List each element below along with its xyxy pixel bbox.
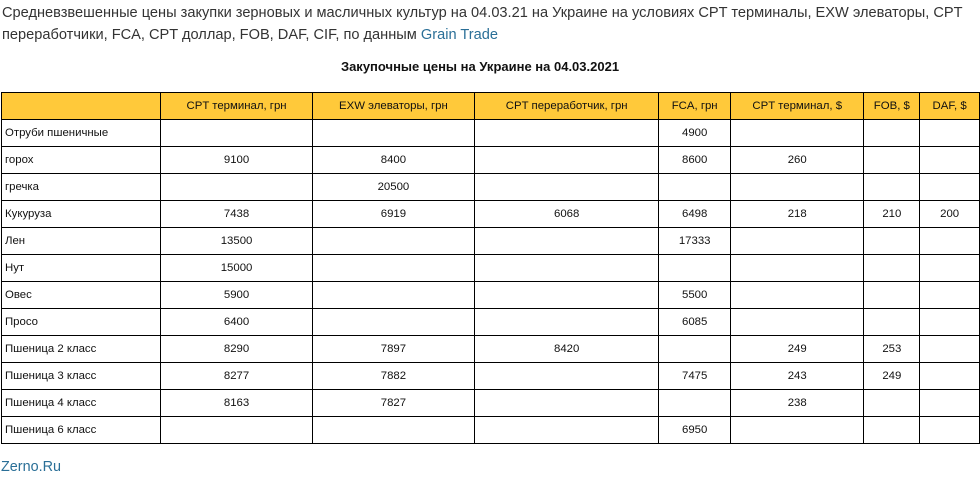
price-cell: 9100	[161, 147, 312, 174]
price-cell	[864, 417, 920, 444]
product-name-cell: Пшеница 6 класс	[2, 417, 161, 444]
price-cell	[161, 417, 312, 444]
price-cell	[475, 282, 659, 309]
price-cell: 249	[731, 336, 864, 363]
price-cell: 218	[731, 201, 864, 228]
price-cell	[475, 390, 659, 417]
price-cell	[920, 255, 980, 282]
price-cell	[161, 120, 312, 147]
table-title: Закупочные цены на Украине на 04.03.2021	[340, 59, 620, 74]
price-cell	[659, 390, 731, 417]
price-cell: 8600	[659, 147, 731, 174]
price-cell	[920, 228, 980, 255]
price-cell: 7438	[161, 201, 312, 228]
price-cell	[731, 228, 864, 255]
price-cell	[864, 120, 920, 147]
price-cell	[731, 309, 864, 336]
price-cell: 13500	[161, 228, 312, 255]
product-name-cell: Пшеница 2 класс	[2, 336, 161, 363]
price-cell	[312, 228, 474, 255]
price-cell: 6950	[659, 417, 731, 444]
table-row	[2, 228, 980, 255]
price-cell: 4900	[659, 120, 731, 147]
price-cell	[920, 282, 980, 309]
price-cell	[475, 309, 659, 336]
price-cell	[312, 417, 474, 444]
product-name-cell: Пшеница 3 класс	[2, 363, 161, 390]
price-cell: 6400	[161, 309, 312, 336]
price-cell	[312, 120, 474, 147]
table-row	[2, 255, 980, 282]
price-cell	[864, 228, 920, 255]
header-cell-product	[2, 93, 161, 120]
price-cell	[920, 363, 980, 390]
price-cell: 8290	[161, 336, 312, 363]
table-row	[2, 282, 980, 309]
price-cell	[731, 255, 864, 282]
price-cell	[475, 147, 659, 174]
price-cell: 7475	[659, 363, 731, 390]
price-cell	[864, 147, 920, 174]
price-cell: 5900	[161, 282, 312, 309]
grain-trade-link[interactable]: Grain Trade	[420, 27, 498, 43]
table-row	[2, 120, 980, 147]
price-cell: 5500	[659, 282, 731, 309]
price-cell	[920, 174, 980, 201]
price-cell	[864, 255, 920, 282]
price-cell: 253	[864, 336, 920, 363]
price-cell	[475, 174, 659, 201]
price-cell	[731, 120, 864, 147]
price-cell	[731, 417, 864, 444]
price-cell: 7897	[312, 336, 474, 363]
table-header-row	[2, 93, 980, 120]
price-cell: 200	[920, 201, 980, 228]
table-row	[2, 309, 980, 336]
price-cell: 15000	[161, 255, 312, 282]
price-cell	[659, 255, 731, 282]
price-cell	[920, 390, 980, 417]
price-cell	[864, 282, 920, 309]
product-name-cell: Просо	[2, 309, 161, 336]
price-cell	[312, 255, 474, 282]
product-name-cell: Овес	[2, 282, 161, 309]
table-row	[2, 390, 980, 417]
product-name-cell: горох	[2, 147, 161, 174]
header-cell-cpt-terminal-usd: CPT терминал, $	[731, 93, 864, 120]
price-cell: 260	[731, 147, 864, 174]
table-row	[2, 201, 980, 228]
price-cell	[475, 363, 659, 390]
price-cell	[475, 228, 659, 255]
price-cell	[920, 336, 980, 363]
header-cell-cpt-terminal-uah: CPT терминал, грн	[161, 93, 312, 120]
price-cell	[920, 147, 980, 174]
price-cell	[920, 309, 980, 336]
price-cell	[475, 417, 659, 444]
price-cell	[659, 174, 731, 201]
table-row	[2, 417, 980, 444]
price-cell: 7882	[312, 363, 474, 390]
header-cell-fca-uah: FCA, грн	[659, 93, 731, 120]
price-table	[1, 92, 980, 444]
header-cell-cpt-processor-uah: CPT переработчик, грн	[475, 93, 659, 120]
product-name-cell: гречка	[2, 174, 161, 201]
price-cell: 8277	[161, 363, 312, 390]
price-cell	[312, 309, 474, 336]
product-name-cell: Нут	[2, 255, 161, 282]
header-cell-fob-usd: FOB, $	[864, 93, 920, 120]
zerno-ru-link[interactable]: Zerno.Ru	[1, 459, 61, 475]
price-cell	[312, 282, 474, 309]
product-name-cell: Пшеница 4 класс	[2, 390, 161, 417]
price-cell: 6068	[475, 201, 659, 228]
price-cell	[864, 390, 920, 417]
price-cell: 8400	[312, 147, 474, 174]
product-name-cell: Лен	[2, 228, 161, 255]
price-cell	[731, 282, 864, 309]
table-row	[2, 147, 980, 174]
header-cell-daf-usd: DAF, $	[920, 93, 980, 120]
product-name-cell: Кукуруза	[2, 201, 161, 228]
price-cell: 6085	[659, 309, 731, 336]
price-cell	[731, 174, 864, 201]
header-cell-exw-elevators-uah: EXW элеваторы, грн	[312, 93, 474, 120]
table-row	[2, 174, 980, 201]
price-cell: 6498	[659, 201, 731, 228]
intro-text: Средневзвешенные цены закупки зерновых и масличных культур на 04.03.21 на Украине на условиях CPT терминалы, EXW элеваторы, CPT переработчики, FCA, CPT доллар, FOB, DAF, CIF, по данным	[2, 5, 963, 43]
price-cell: 243	[731, 363, 864, 390]
table-row	[2, 363, 980, 390]
price-cell: 20500	[312, 174, 474, 201]
price-cell	[475, 255, 659, 282]
price-cell: 238	[731, 390, 864, 417]
product-name-cell: Отруби пшеничные	[2, 120, 161, 147]
price-cell	[864, 309, 920, 336]
price-cell	[920, 120, 980, 147]
price-cell	[475, 120, 659, 147]
price-cell: 7827	[312, 390, 474, 417]
price-cell: 249	[864, 363, 920, 390]
intro-paragraph	[2, 2, 978, 46]
price-cell: 8420	[475, 336, 659, 363]
table-row	[2, 336, 980, 363]
price-cell	[920, 417, 980, 444]
price-cell: 210	[864, 201, 920, 228]
price-cell: 6919	[312, 201, 474, 228]
price-cell	[161, 174, 312, 201]
price-cell	[659, 336, 731, 363]
price-cell	[864, 174, 920, 201]
price-cell: 8163	[161, 390, 312, 417]
price-cell: 17333	[659, 228, 731, 255]
